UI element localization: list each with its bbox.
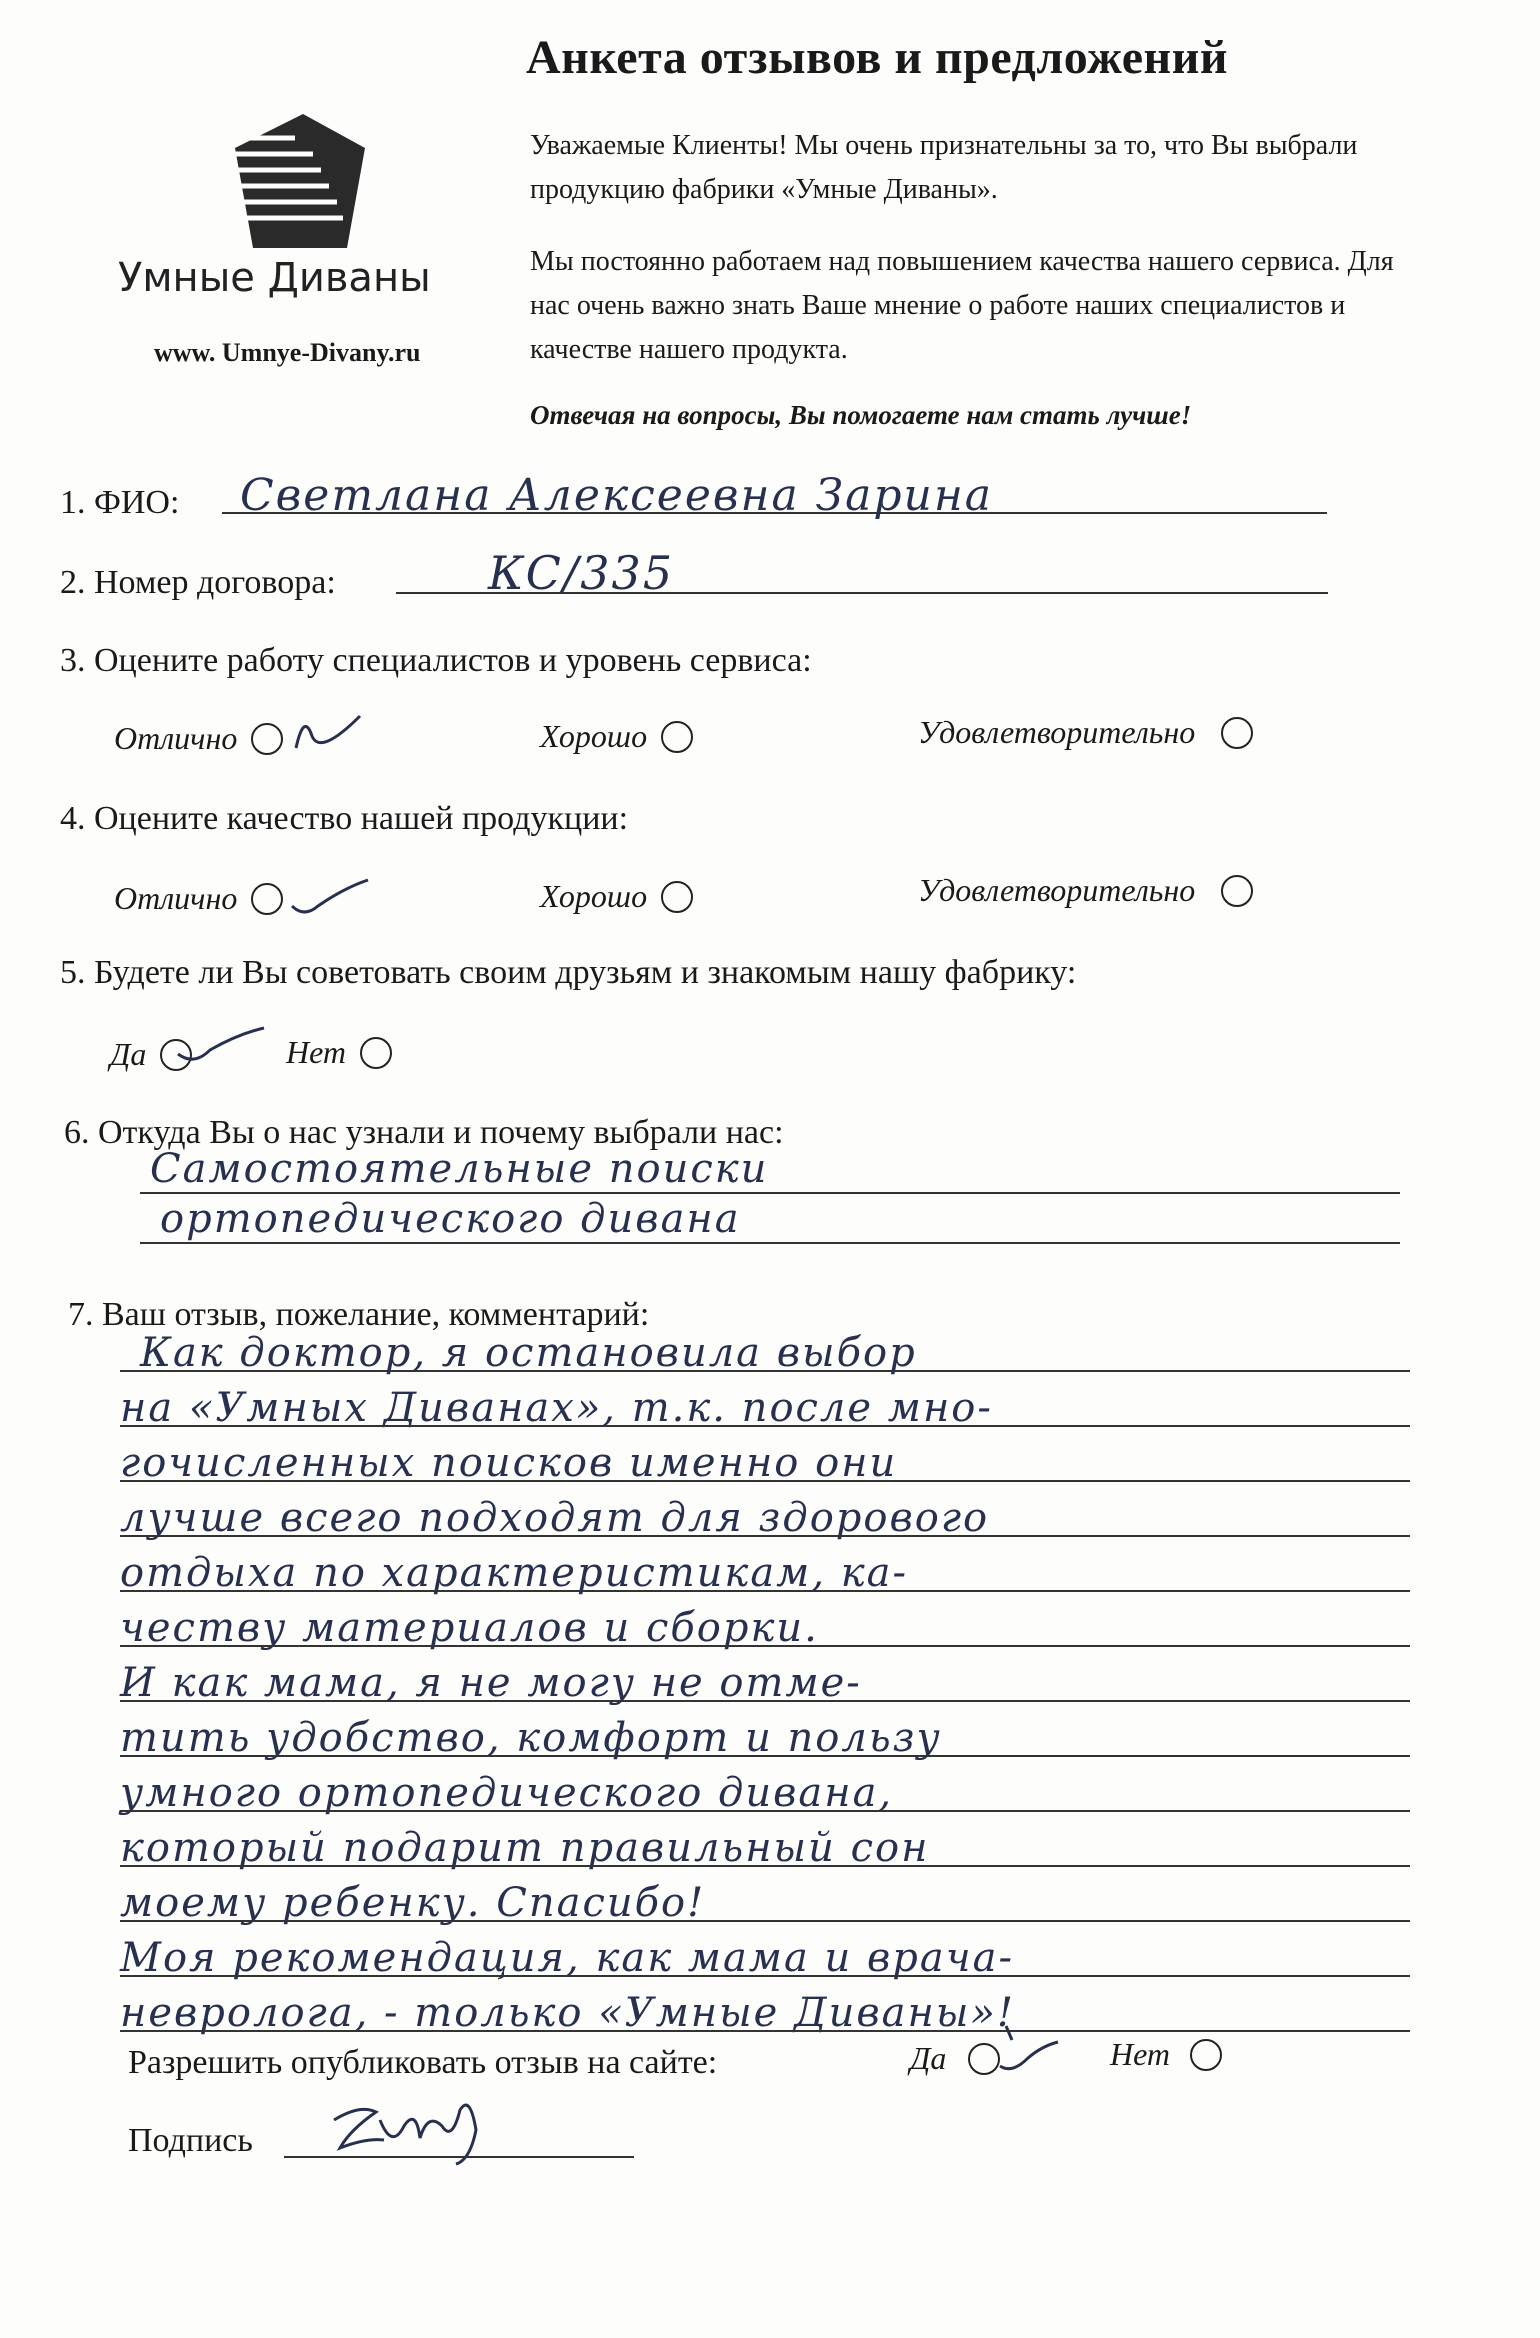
q7-ruled-line xyxy=(120,1480,1410,1482)
option-label: Удовлетворительно xyxy=(918,714,1196,750)
option-label: Хорошо xyxy=(540,718,648,754)
signature-image[interactable] xyxy=(320,2090,490,2170)
q7-answer-line: на «Умных Диванах», т.к. после мно- xyxy=(120,1385,993,1431)
q7-answer-line: моему ребенку. Спасибо! xyxy=(120,1880,706,1926)
option-label: Нет xyxy=(286,1034,346,1070)
radio-circle-icon[interactable] xyxy=(251,883,283,915)
publish-label: Разрешить опубликовать отзыв на сайте: xyxy=(128,2044,718,2081)
q6-answer-line-text[interactable]: Самостоятельные поиски xyxy=(150,1146,769,1192)
q7-answer-line: отдыха по характеристикам, ка- xyxy=(120,1550,909,1596)
q7-ruled-line xyxy=(120,1590,1410,1592)
option-label: Да xyxy=(110,1036,147,1072)
q4-option-excellent[interactable] xyxy=(114,880,283,917)
radio-circle-icon[interactable] xyxy=(1190,2039,1222,2071)
radio-circle-icon[interactable] xyxy=(1221,875,1253,907)
option-label: Нет xyxy=(1110,2036,1170,2072)
q7-ruled-line xyxy=(120,2030,1410,2032)
radio-circle-icon[interactable] xyxy=(1221,717,1253,749)
q7-ruled-line xyxy=(120,1370,1410,1372)
q7-ruled-line xyxy=(120,1755,1410,1757)
q5-option-no[interactable] xyxy=(286,1034,392,1071)
q3-label: 3. Оцените работу специалистов и уровень сервиса: xyxy=(60,642,812,679)
q7-answer-line: который подарит правильный сон xyxy=(120,1825,930,1871)
q3-option-excellent[interactable] xyxy=(114,720,283,757)
page-title: Анкета отзывов и предложений xyxy=(526,31,1229,84)
signature-label: Подпись xyxy=(128,2122,253,2159)
q7-answer-line: И как мама, я не могу не отме- xyxy=(120,1660,862,1706)
q6-answer-line xyxy=(140,1242,1400,1244)
q7-answer-line: гочисленных поисков именно они xyxy=(120,1440,898,1486)
q7-ruled-line xyxy=(120,1645,1410,1647)
q7-ruled-line xyxy=(120,1535,1410,1537)
website-link[interactable]: www. Umnye-Divany.ru xyxy=(154,338,421,367)
q7-ruled-line xyxy=(120,1700,1410,1702)
q7-label: 7. Ваш отзыв, пожелание, комментарий: xyxy=(68,1296,650,1333)
checkmark-icon xyxy=(284,866,374,926)
brand-name: Умные Диваны xyxy=(118,255,431,301)
checkmark-icon xyxy=(290,706,370,766)
checkmark-icon xyxy=(982,2020,1062,2080)
q7-ruled-line xyxy=(120,1920,1410,1922)
radio-circle-icon[interactable] xyxy=(661,721,693,753)
q6-label: 6. Откуда Вы о нас узнали и почему выбрали нас: xyxy=(64,1114,784,1151)
q3-option-satisfactory[interactable] xyxy=(918,714,1253,751)
q7-answer-line: лучше всего подходят для здорового xyxy=(120,1495,990,1541)
checkmark-icon xyxy=(168,1020,268,1070)
radio-circle-icon[interactable] xyxy=(360,1037,392,1069)
option-label: Отлично xyxy=(114,720,238,756)
q1-answer[interactable]: Светлана Алексеевна Зарина xyxy=(240,470,994,521)
q7-answer-line: честву материалов и сборки. xyxy=(120,1605,819,1651)
q7-ruled-line xyxy=(120,1975,1410,1977)
q7-answer-line: Моя рекомендация, как мама и врача- xyxy=(120,1935,1014,1981)
q3-option-good[interactable] xyxy=(540,718,693,755)
q7-answer-line: тить удобство, комфорт и пользу xyxy=(120,1715,942,1761)
q4-option-satisfactory[interactable] xyxy=(918,872,1253,909)
intro-paragraph-2: Мы постоянно работаем над повышением качества нашего сервиса. Для нас очень важно знать Ваше мнение о работе наших специалистов и качестве нашего продукта. xyxy=(530,246,1394,365)
option-label: Удовлетворительно xyxy=(918,872,1196,908)
q7-ruled-line xyxy=(120,1865,1410,1867)
house-logo-icon xyxy=(225,110,375,250)
q2-label: 2. Номер договора: xyxy=(60,564,336,601)
q7-answer-line: Как доктор, я остановила выбор xyxy=(140,1330,917,1376)
option-label: Отлично xyxy=(114,880,238,916)
q6-answer-line xyxy=(140,1192,1400,1194)
option-label: Хорошо xyxy=(540,878,648,914)
publish-option-no[interactable] xyxy=(1110,2036,1222,2073)
q7-answer-line: невролога, - только «Умные Диваны»! xyxy=(120,1990,1015,2036)
intro-paragraph-1: Уважаемые Клиенты! Мы очень признательны за то, что Вы выбрали продукцию фабрики «Умные Диваны». xyxy=(530,130,1358,205)
motto: Отвечая на вопросы, Вы помогаете нам стать лучше! xyxy=(530,400,1192,430)
q4-label: 4. Оцените качество нашей продукции: xyxy=(60,800,629,837)
radio-circle-icon[interactable] xyxy=(661,881,693,913)
q7-answer-line: умного ортопедического дивана, xyxy=(120,1770,894,1816)
option-label: Да xyxy=(910,2040,947,2076)
q2-answer[interactable]: КС/335 xyxy=(488,546,675,600)
q4-option-good[interactable] xyxy=(540,878,693,915)
q6-answer-line-text[interactable]: ортопедического дивана xyxy=(160,1196,741,1242)
q7-ruled-line xyxy=(120,1810,1410,1812)
q7-ruled-line xyxy=(120,1425,1410,1427)
q5-label: 5. Будете ли Вы советовать своим друзьям и знакомым нашу фабрику: xyxy=(60,954,1077,991)
radio-circle-icon[interactable] xyxy=(251,723,283,755)
q1-label: 1. ФИО: xyxy=(60,484,180,521)
